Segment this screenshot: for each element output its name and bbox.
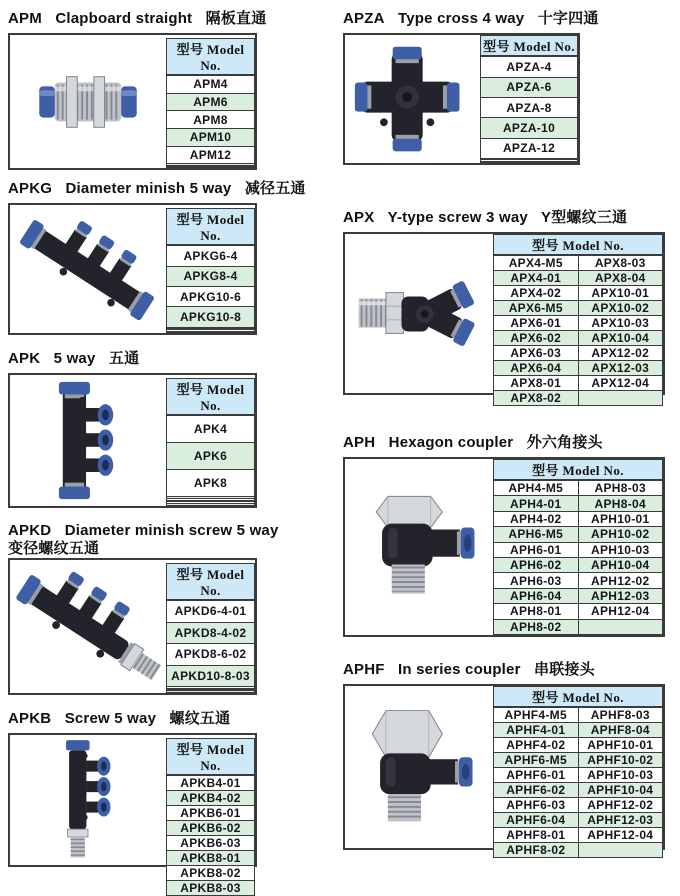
table-row [167, 331, 255, 332]
model-cell: APKB4-02 [167, 791, 255, 806]
model-cell: APHF4-01 [494, 723, 579, 738]
apza-model-table [480, 35, 578, 163]
model-cell: APM10 [167, 129, 255, 147]
model-cell: APX10-01 [578, 286, 663, 301]
series-coupler-image [347, 688, 491, 846]
table-row [494, 271, 663, 286]
table-row [167, 600, 255, 622]
table-row [494, 573, 663, 588]
hex-coupler-image [347, 461, 491, 633]
product-code: APKD [8, 522, 52, 539]
aph-model-table [493, 459, 663, 635]
model-cell: APH12-04 [578, 604, 663, 619]
table-row [167, 111, 255, 129]
model-no-header: 型号 Model No. [167, 379, 255, 416]
product-box [8, 373, 257, 508]
model-cell: APKD6-4-01 [167, 600, 255, 622]
section-apm [8, 10, 267, 170]
model-cell: APKB8-01 [167, 851, 255, 866]
model-cell: APH10-02 [578, 527, 663, 542]
model-cell: APK8 [167, 470, 255, 497]
cross-fitting-image [347, 37, 478, 161]
model-cell: APKB8-03 [167, 881, 255, 896]
model-cell: APX10-03 [578, 316, 663, 331]
model-no-header: 型号 Model No. [167, 564, 255, 601]
apk-model-table [166, 378, 255, 506]
table-row [494, 286, 663, 301]
product-code: APKB [8, 710, 52, 727]
bulkhead-union-image [12, 37, 164, 166]
table-row [167, 691, 255, 693]
model-cell: APKB6-03 [167, 836, 255, 851]
model-cell: APHF12-03 [578, 813, 663, 828]
aph-product-photo [345, 459, 493, 635]
section-title [8, 10, 267, 28]
model-cell: APKB8-02 [167, 866, 255, 881]
model-cell [578, 391, 663, 406]
product-box [8, 733, 257, 895]
model-cell: APX10-04 [578, 331, 663, 346]
table-row [494, 301, 663, 316]
model-cell [167, 331, 255, 332]
model-cell [167, 166, 255, 167]
model-cell: APZA-6 [481, 77, 578, 97]
table-row [494, 798, 663, 813]
model-cell: APHF12-04 [578, 828, 663, 843]
product-name-zh: 五通 [108, 350, 140, 367]
model-cell: APZA-4 [481, 56, 578, 77]
model-cell: APKG8-4 [167, 266, 255, 286]
aphf-product-photo [345, 686, 493, 848]
table-row [494, 828, 663, 843]
model-cell: APHF4-02 [494, 738, 579, 753]
model-cell: APH12-02 [578, 573, 663, 588]
section-title [343, 661, 665, 679]
product-code: APHF [343, 661, 385, 678]
table-row [494, 768, 663, 783]
model-cell: APX8-03 [578, 255, 663, 271]
product-code: APKG [8, 180, 53, 197]
apk-product-photo [10, 375, 166, 506]
table-row [494, 511, 663, 526]
model-cell: APKD10-8-03 [167, 665, 255, 687]
model-cell: APX6-02 [494, 331, 579, 346]
table-row [494, 361, 663, 376]
model-cell: APKG10-6 [167, 286, 255, 306]
section-title [343, 10, 599, 28]
table-row [494, 557, 663, 572]
table-row [494, 588, 663, 603]
model-cell: APHF6-M5 [494, 753, 579, 768]
model-cell: APH4-02 [494, 511, 579, 526]
table-row [167, 821, 255, 836]
table-row [167, 622, 255, 644]
product-box [8, 33, 257, 170]
model-cell: APHF12-02 [578, 798, 663, 813]
apkg-model-table [166, 208, 255, 333]
section-aphf [343, 661, 665, 857]
model-cell: APM12 [167, 146, 255, 164]
model-cell: APH6-03 [494, 573, 579, 588]
table-row [481, 77, 578, 97]
product-name-zh: Y型螺纹三通 [541, 209, 628, 226]
table-row [494, 331, 663, 346]
model-cell: APZA-8 [481, 97, 578, 117]
model-cell: APH6-04 [494, 588, 579, 603]
table-row [167, 93, 255, 111]
model-cell: APHF10-04 [578, 783, 663, 798]
product-code: APH [343, 434, 376, 451]
model-cell: APH8-04 [578, 496, 663, 511]
model-cell: APX4-01 [494, 271, 579, 286]
model-cell: APX12-02 [578, 346, 663, 361]
section-title [343, 209, 665, 227]
model-no-header: 型号 Model No. [167, 209, 255, 246]
section-apx [343, 209, 665, 405]
apx-product-photo [345, 234, 493, 393]
model-cell: APX8-02 [494, 391, 579, 406]
product-box [343, 232, 665, 405]
model-cell: APX12-03 [578, 361, 663, 376]
model-cell: APZA-12 [481, 138, 578, 158]
apkg-product-photo [10, 205, 166, 333]
table-row [494, 843, 663, 858]
section-apk [8, 350, 257, 508]
product-name-en: Diameter minish screw 5 way [64, 522, 279, 539]
table-row [167, 851, 255, 866]
product-name-en: Hexagon coupler [388, 434, 514, 451]
table-row [494, 753, 663, 768]
table-row [494, 480, 663, 496]
model-cell: APH6-01 [494, 542, 579, 557]
table-row [494, 255, 663, 271]
product-code: APM [8, 10, 42, 27]
model-cell: APH12-03 [578, 588, 663, 603]
model-cell: APHF8-02 [494, 843, 579, 858]
model-cell: APK6 [167, 443, 255, 470]
table-row [481, 97, 578, 117]
product-name-en: Clapboard straight [55, 10, 193, 27]
manifold-image [12, 207, 164, 331]
section-title [343, 434, 665, 452]
model-cell: APX4-02 [494, 286, 579, 301]
table-row [494, 542, 663, 557]
model-cell: APX8-04 [578, 271, 663, 286]
model-cell: APKB6-02 [167, 821, 255, 836]
section-apkb [8, 710, 257, 895]
model-cell: APX6-M5 [494, 301, 579, 316]
section-title [8, 350, 257, 368]
y-fitting-image [347, 236, 491, 391]
model-cell: APKB4-01 [167, 775, 255, 791]
apkb-product-photo [10, 735, 166, 865]
five-way-image [12, 377, 164, 504]
model-cell: APHF8-01 [494, 828, 579, 843]
product-box [8, 203, 257, 335]
model-cell: APX6-01 [494, 316, 579, 331]
product-box [8, 558, 257, 695]
product-name-zh: 外六角接头 [526, 434, 603, 451]
table-row [167, 245, 255, 266]
model-cell: APX4-M5 [494, 255, 579, 271]
table-row [494, 346, 663, 361]
product-box [343, 33, 580, 165]
model-cell: APH8-01 [494, 604, 579, 619]
model-cell: APH10-01 [578, 511, 663, 526]
product-box [343, 457, 665, 637]
model-no-header: 型号 Model No. [481, 36, 578, 57]
model-cell: APHF10-01 [578, 738, 663, 753]
apm-model-table [166, 38, 255, 168]
table-row [167, 665, 255, 687]
model-cell: APKG10-8 [167, 307, 255, 327]
table-row [494, 783, 663, 798]
product-name-zh: 串联接头 [534, 661, 595, 678]
model-cell: APKB6-01 [167, 806, 255, 821]
apm-product-photo [10, 35, 166, 168]
product-box [343, 684, 665, 857]
model-cell [578, 619, 663, 634]
table-row [167, 470, 255, 497]
model-cell: APM6 [167, 93, 255, 111]
model-no-header: 型号 Model No. [167, 739, 255, 776]
screw-manifold-image [12, 737, 164, 863]
aphf-model-table [493, 686, 663, 858]
model-cell: APHF8-03 [578, 707, 663, 723]
product-name-zh: 减径五通 [244, 180, 306, 197]
table-row [167, 415, 255, 443]
table-row [167, 129, 255, 147]
table-row [494, 813, 663, 828]
reducing-manifold-image [12, 562, 164, 691]
table-row [494, 619, 663, 634]
section-apza [343, 10, 599, 165]
table-row [167, 166, 255, 167]
product-name-en: Type cross 4 way [398, 10, 525, 27]
section-aph [343, 434, 665, 637]
model-cell: APHF10-03 [578, 768, 663, 783]
model-cell: APH4-M5 [494, 480, 579, 496]
model-cell: APH10-04 [578, 557, 663, 572]
product-name-en: 5 way [53, 350, 96, 367]
model-cell: APZA-10 [481, 118, 578, 138]
product-name-en: Screw 5 way [64, 710, 157, 727]
model-cell: APK4 [167, 415, 255, 443]
table-row [167, 266, 255, 286]
table-row [167, 806, 255, 821]
model-cell [481, 161, 578, 162]
section-apkg [8, 180, 306, 335]
model-cell: APX6-03 [494, 346, 579, 361]
product-name-zh: 变径螺纹五通 [8, 540, 100, 557]
model-cell [167, 691, 255, 693]
table-row [494, 604, 663, 619]
table-row [167, 775, 255, 791]
product-code: APX [343, 209, 375, 226]
model-cell: APKG6-4 [167, 245, 255, 266]
model-cell: APM4 [167, 75, 255, 93]
model-cell: APH6-M5 [494, 527, 579, 542]
product-name-en: In series coupler [398, 661, 521, 678]
model-cell: APHF4-M5 [494, 707, 579, 723]
section-title [8, 522, 279, 558]
table-row [494, 527, 663, 542]
product-code: APK [8, 350, 41, 367]
apkb-model-table [166, 738, 255, 896]
model-cell: APX8-01 [494, 376, 579, 391]
model-cell: APHF10-02 [578, 753, 663, 768]
table-row [481, 138, 578, 158]
product-name-zh: 十字四通 [537, 10, 599, 27]
model-cell: APX6-04 [494, 361, 579, 376]
product-name-en: Diameter minish 5 way [65, 180, 232, 197]
model-cell: APKD8-4-02 [167, 622, 255, 644]
model-cell: APH8-02 [494, 619, 579, 634]
model-cell: APH10-03 [578, 542, 663, 557]
table-row [494, 738, 663, 753]
table-row [481, 118, 578, 138]
model-no-header: 型号 Model No. [494, 687, 663, 708]
table-row [494, 496, 663, 511]
model-no-header: 型号 Model No. [494, 235, 663, 256]
model-cell [578, 843, 663, 858]
product-name-zh: 螺纹五通 [169, 710, 231, 727]
model-cell: APM8 [167, 111, 255, 129]
section-title [8, 710, 257, 728]
model-cell [167, 504, 255, 506]
table-row [167, 307, 255, 327]
table-row [167, 644, 255, 666]
model-cell: APHF6-01 [494, 768, 579, 783]
table-row [167, 791, 255, 806]
table-row [481, 161, 578, 162]
model-cell: APHF8-04 [578, 723, 663, 738]
table-row [167, 836, 255, 851]
table-row [494, 707, 663, 723]
table-row [494, 723, 663, 738]
model-cell: APH4-01 [494, 496, 579, 511]
product-code: APZA [343, 10, 385, 27]
table-row [167, 866, 255, 881]
model-cell: APHF6-02 [494, 783, 579, 798]
model-cell: APHF6-03 [494, 798, 579, 813]
table-row [167, 881, 255, 896]
product-name-zh: 隔板直通 [205, 10, 267, 27]
apkd-product-photo [10, 560, 166, 693]
model-no-header: 型号 Model No. [494, 460, 663, 481]
apkd-model-table [166, 563, 255, 693]
apza-product-photo [345, 35, 480, 163]
table-row [167, 75, 255, 93]
model-cell: APKD8-6-02 [167, 644, 255, 666]
table-row [167, 286, 255, 306]
model-cell: APH8-03 [578, 480, 663, 496]
model-cell: APH6-02 [494, 557, 579, 572]
model-cell: APHF6-04 [494, 813, 579, 828]
table-row [167, 146, 255, 164]
table-row [481, 56, 578, 77]
section-title [8, 180, 306, 198]
section-apkd [8, 522, 279, 695]
product-name-en: Y-type screw 3 way [387, 209, 528, 226]
table-row [494, 376, 663, 391]
model-cell: APX10-02 [578, 301, 663, 316]
table-row [167, 443, 255, 470]
table-row [494, 391, 663, 406]
model-cell: APX12-04 [578, 376, 663, 391]
apx-model-table [493, 234, 663, 406]
table-row [167, 504, 255, 506]
table-row [494, 316, 663, 331]
model-no-header: 型号 Model No. [167, 39, 255, 76]
